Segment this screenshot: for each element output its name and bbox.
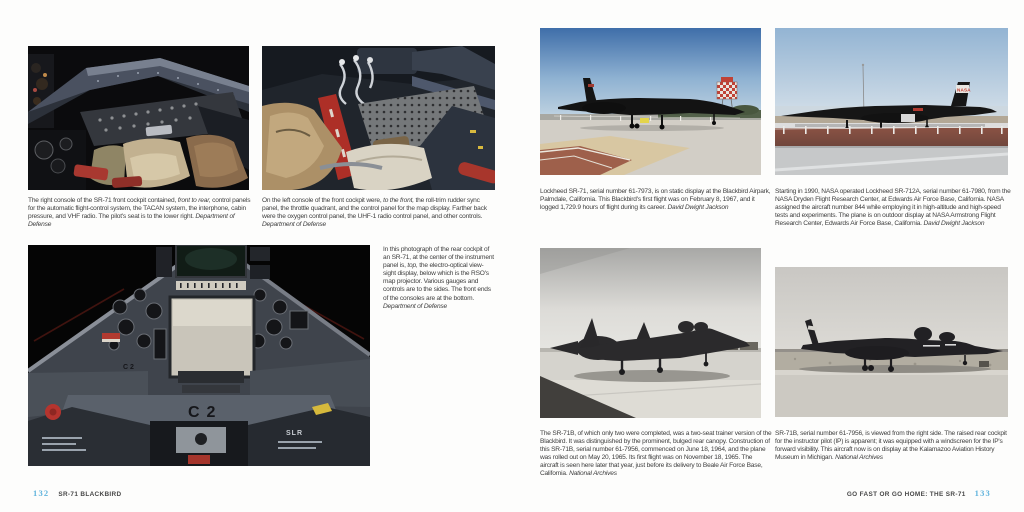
- photo-sr71b-side: [775, 267, 1008, 417]
- photo-palmdale-display: [540, 28, 761, 175]
- rear-cockpit-illustration: [28, 245, 370, 466]
- rear-cockpit-small-stencil: C2: [123, 364, 136, 371]
- book-title-left: SR-71 BLACKBIRD: [58, 491, 122, 498]
- caption-left-console: On the left console of the front cockpit were, to the front, the roll-trim rudder sync panel, the throttle quadrant, and the control panel for the map display. Farther back were the oxygen control panel, the UHF-1 radio control panel, and other controls. Department of Defense: [262, 197, 487, 229]
- sr71b-side-illustration: [775, 267, 1008, 417]
- footer-left: [33, 488, 121, 498]
- photo-sr71b-trainer: [540, 248, 761, 418]
- photo-nasa-display: [775, 28, 1008, 175]
- caption-sr71b-trainer: The SR-71B, of which only two were completed, was a two-seat trainer version of the Blackbird. It was distinguished by the prominent, bulged rear canopy. Construction of this SR-71B, serial number 61-7956, commenced on June 18, 1964, and the plane was rolled out on May 20, 1965. Its first flight was on November 18, 1965. The aircraft is seen here later that year, just before its delivery to Beale Air Force Base, California. National Archives: [540, 430, 772, 478]
- rear-cockpit-slr-label: SLR: [286, 430, 303, 437]
- footer-right: [847, 488, 991, 498]
- photo-right-console: [28, 46, 249, 190]
- photo-rear-cockpit: [28, 245, 370, 466]
- rear-cockpit-large-stencil: C2: [188, 404, 223, 421]
- page-number-right: 133: [974, 488, 991, 498]
- left-console-illustration: [262, 46, 495, 190]
- page-number-left: 132: [33, 488, 50, 498]
- nasa-tail-label: NASA: [957, 87, 971, 93]
- caption-nasa-display: Starting in 1990, NASA operated Lockheed SR-712A, serial number 61-7980, from the NASA Dryden Flight Research Center, at Edwards Air Force Base, California. NASA assigned the aircraft number 844 while employing it in high-altitude and high-speed tests and experiments. The plane is on outdoor display at NASA Armstrong Flight Research Center, Edwards Air Force Base, California. David Dwight Jackson: [775, 188, 1011, 228]
- palmdale-illustration: [540, 28, 761, 175]
- photo-left-console: [262, 46, 495, 190]
- nasa-illustration: [775, 28, 1008, 175]
- right-console-illustration: [28, 46, 249, 190]
- caption-rear-cockpit: In this photograph of the rear cockpit of an SR-71, at the center of the instrument panel is, top, the electro-optical view-sight display, below which is the RSO's map projector. Various gauges and controls are to the sides. The front ends of the consoles are at the bottom. Department of Defense: [383, 246, 494, 310]
- sr71b-trainer-illustration: [540, 248, 761, 418]
- caption-sr71b-side: SR-71B, serial number 61-7956, is viewed from the right side. The raised rear cockpit for the instructor pilot (IP) is apparent; it was equipped with a windscreen for the IP's forward visibility. This aircraft now is on display at the Kalamazoo Aviation History Museum in Michigan. National Archives: [775, 430, 1007, 462]
- caption-palmdale-display: Lockheed SR-71, serial number 61-7973, is on static display at the Blackbird Airpark, Palmdale, California. This Blackbird's first flight was on February 8, 1967, and it logged 1,729.9 hours of flight during its career. David Dwight Jackson: [540, 188, 771, 212]
- caption-right-console: The right console of the SR-71 front cockpit contained, front to rear, control panels for the automatic flight-control system, the TACAN system, the interphone, cabin pressure, and VHF radio. The pilot's seat is to the lower right. Department of Defense: [28, 197, 251, 229]
- book-title-right: GO FAST OR GO HOME: THE SR-71: [846, 491, 966, 498]
